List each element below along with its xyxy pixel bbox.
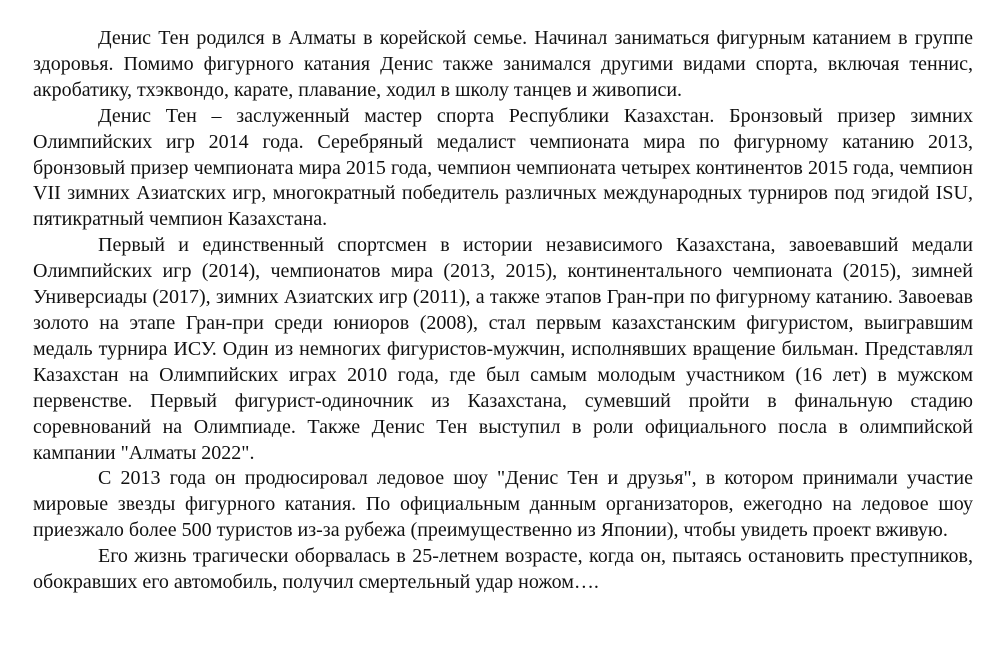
paragraph-early-life: Денис Тен родился в Алматы в корейской семье. Начинал заниматься фигурным катанием в группе здоровья. Помимо фигурного катания Денис также занимался другими видами спорта, включая теннис, акробатику, тхэквондо, карате, плавание, ходил в школу танцев и живописи. [33,27,973,101]
paragraph-firsts: Первый и единственный спортсмен в истории независимого Казахстана, завоевавший медали Олимпийских игр (2014), чемпионатов мира (2013, 2015), континентального чемпионата (2015), зимней Универсиады (2017), зимних Азиатских игр (2011), а также этапов Гран-при по фигурному катанию. Завоевав золото на этапе Гран-при среди юниоров (2008), стал первым казахстанским фигуристом, выигравшим медаль турнира ИСУ. Один из немногих фигуристов-мужчин, исполнявших вращение бильман. Представлял Казахстан на Олимпийских играх 2010 года, где был самым молодым участником (16 лет) в мужском первенстве. Первый фигурист-одиночник из Казахстана, сумевший пройти в финальную стадию соревнований на Олимпиаде. Также Денис Тен выступил в роли официального посла в олимпийской кампании "Алматы 2022". [33,234,973,464]
paragraph-ice-show: С 2013 года он продюсировал ледовое шоу "Денис Тен и друзья", в котором принимали участие мировые звезды фигурного катания. По официальным данным организаторов, ежегодно на ледовое шоу приезжало более 500 туристов из-за рубежа (преимущественно из Японии), чтобы увидеть проект вживую. [33,467,973,542]
paragraph-achievements: Денис Тен – заслуженный мастер спорта Республики Казахстан. Бронзовый призер зимних Олимпийских игр 2014 года. Серебряный медалист чемпионата мира по фигурному катанию 2013, бронзовый призер чемпионата мира 2015 года, чемпион чемпионата четырех континентов 2015 года, чемпион VII зимних Азиатских игр, многократный победитель различных международных турниров под эгидой ISU, пятикратный чемпион Казахстана. [33,104,973,231]
paragraph-death: Его жизнь трагически оборвалась в 25-летнем возрасте, когда он, пытаясь остановить преступников, обокравших его автомобиль, получил смертельный удар ножом…. [33,545,973,594]
document-body [33,26,973,596]
